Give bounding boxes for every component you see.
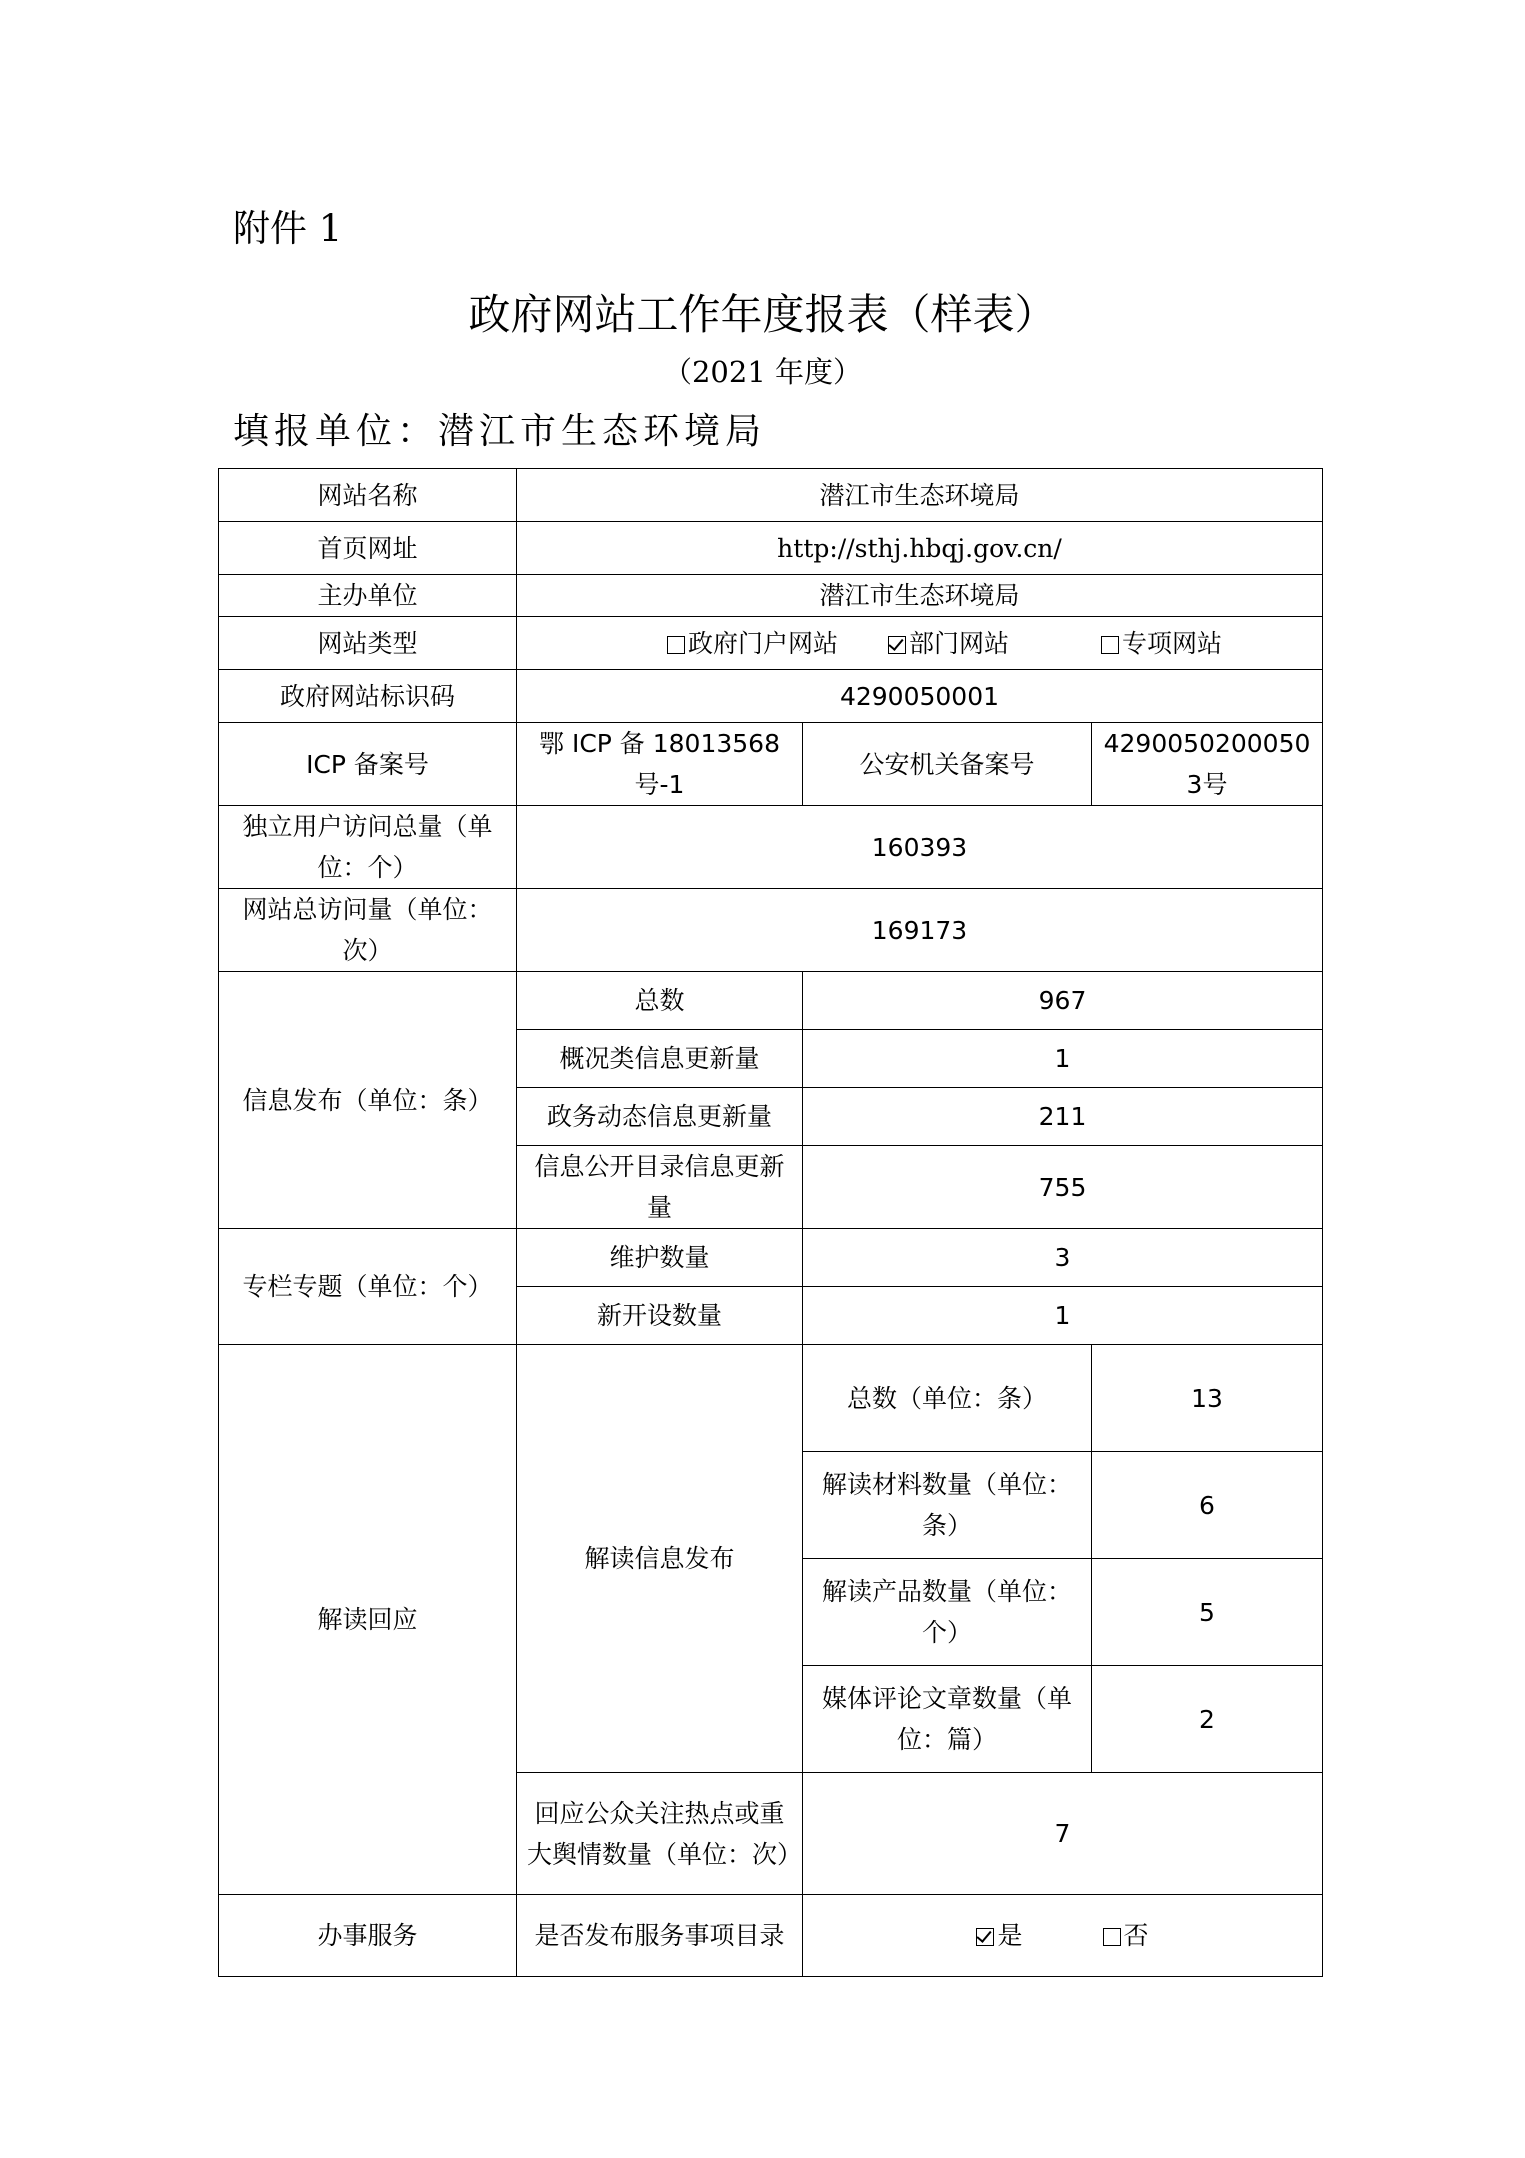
column-new-label: 新开设数量 xyxy=(517,1287,803,1345)
sponsor-label: 主办单位 xyxy=(219,575,517,617)
table-row xyxy=(219,972,1323,1030)
table-row xyxy=(219,1345,1323,1452)
site-name-value: 潜江市生态环境局 xyxy=(517,469,1323,522)
interp-material-value: 6 xyxy=(1092,1452,1323,1559)
info-catalog-value: 755 xyxy=(803,1146,1323,1229)
site-type-options xyxy=(517,617,1323,670)
unique-visitors-value: 160393 xyxy=(517,806,1323,889)
table-row xyxy=(219,617,1323,670)
option-special[interactable]: 专项网站 xyxy=(1101,623,1222,664)
table-row xyxy=(219,806,1323,889)
reporting-unit: 填报单位：潜江市生态环境局 xyxy=(233,411,767,452)
table-row xyxy=(219,522,1323,575)
info-release-label: 信息发布（单位：条） xyxy=(219,972,517,1229)
checkbox-unchecked-icon xyxy=(1101,636,1119,654)
table-row xyxy=(219,469,1323,522)
service-label: 办事服务 xyxy=(219,1895,517,1977)
total-visits-value: 169173 xyxy=(517,889,1323,972)
info-news-label: 政务动态信息更新量 xyxy=(517,1088,803,1146)
homepage-label: 首页网址 xyxy=(219,522,517,575)
homepage-url: http://sthj.hbqj.gov.cn/ xyxy=(517,522,1323,575)
info-overview-value: 1 xyxy=(803,1030,1323,1088)
interp-material-label: 解读材料数量（单位：条） xyxy=(803,1452,1092,1559)
table-row xyxy=(219,670,1323,723)
report-year: （2021 年度） xyxy=(662,355,863,389)
option-portal[interactable]: 政府门户网站 xyxy=(667,623,838,664)
interp-media-label: 媒体评论文章数量（单位：篇） xyxy=(803,1666,1092,1773)
police-label: 公安机关备案号 xyxy=(803,723,1092,806)
police-value: 42900502000503号 xyxy=(1092,723,1323,806)
column-label: 专栏专题（单位：个） xyxy=(219,1229,517,1345)
info-total-label: 总数 xyxy=(517,972,803,1030)
table-row xyxy=(219,723,1323,806)
interp-total-label: 总数（单位：条） xyxy=(803,1345,1092,1452)
unique-visitors-label: 独立用户访问总量（单位：个） xyxy=(219,806,517,889)
icp-label: ICP 备案号 xyxy=(219,723,517,806)
column-maintain-label: 维护数量 xyxy=(517,1229,803,1287)
interp-total-value: 13 xyxy=(1092,1345,1323,1452)
interp-label: 解读回应 xyxy=(219,1345,517,1895)
sponsor-value: 潜江市生态环境局 xyxy=(517,575,1323,617)
total-visits-label: 网站总访问量（单位：次） xyxy=(219,889,517,972)
option-no[interactable]: 否 xyxy=(1103,1915,1149,1956)
table-row xyxy=(219,889,1323,972)
table-row xyxy=(219,1229,1323,1287)
icp-value: 鄂 ICP 备 18013568 号-1 xyxy=(517,723,803,806)
info-total-value: 967 xyxy=(803,972,1323,1030)
site-type-label: 网站类型 xyxy=(219,617,517,670)
info-news-value: 211 xyxy=(803,1088,1323,1146)
column-maintain-value: 3 xyxy=(803,1229,1323,1287)
report-table xyxy=(218,468,1323,1977)
document-title: 政府网站工作年度报表（样表） xyxy=(468,290,1057,339)
checkbox-checked-icon xyxy=(976,1928,994,1946)
interp-hotspot-value: 7 xyxy=(803,1773,1323,1895)
site-id-value: 4290050001 xyxy=(517,670,1323,723)
service-catalog-label: 是否发布服务事项目录 xyxy=(517,1895,803,1977)
interp-release-label: 解读信息发布 xyxy=(517,1345,803,1773)
info-catalog-label: 信息公开目录信息更新量 xyxy=(517,1146,803,1229)
option-yes[interactable]: 是 xyxy=(976,1915,1022,1956)
attachment-label: 附件 1 xyxy=(233,207,343,250)
interp-hotspot-label: 回应公众关注热点或重大舆情数量（单位：次） xyxy=(517,1773,803,1895)
site-id-label: 政府网站标识码 xyxy=(219,670,517,723)
checkbox-checked-icon xyxy=(888,636,906,654)
checkbox-unchecked-icon xyxy=(1103,1928,1121,1946)
service-options xyxy=(803,1895,1323,1977)
interp-media-value: 2 xyxy=(1092,1666,1323,1773)
checkbox-unchecked-icon xyxy=(667,636,685,654)
site-name-label: 网站名称 xyxy=(219,469,517,522)
interp-product-label: 解读产品数量（单位：个） xyxy=(803,1559,1092,1666)
interp-product-value: 5 xyxy=(1092,1559,1323,1666)
table-row xyxy=(219,1895,1323,1977)
info-overview-label: 概况类信息更新量 xyxy=(517,1030,803,1088)
option-department[interactable]: 部门网站 xyxy=(888,623,1009,664)
table-row xyxy=(219,575,1323,617)
column-new-value: 1 xyxy=(803,1287,1323,1345)
